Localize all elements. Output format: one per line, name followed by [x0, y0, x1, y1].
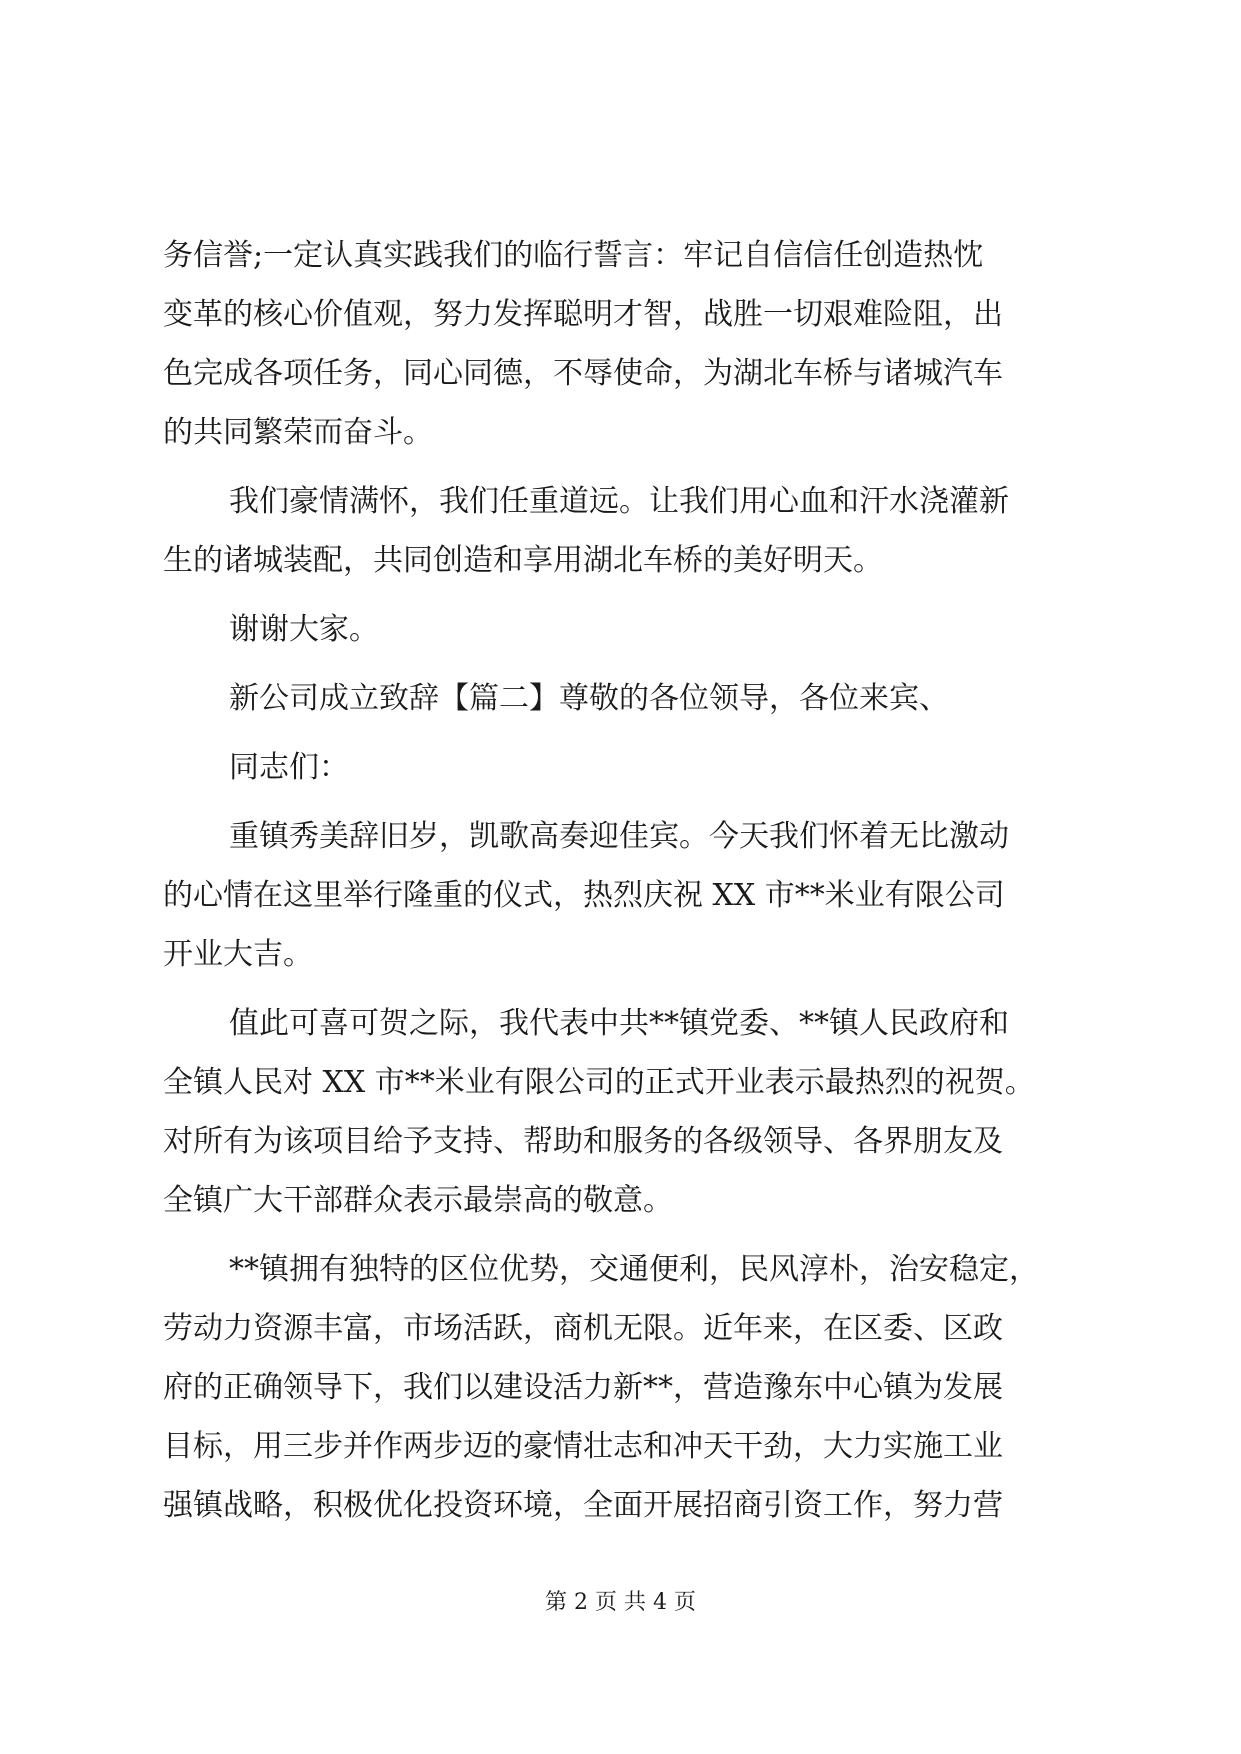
text-line: 目标，用三步并作两步迈的豪情壮志和冲天干劲，大力实施工业 — [163, 1429, 1003, 1464]
text-line: 全镇广大干部群众表示最崇高的敬意。 — [163, 1183, 673, 1218]
paragraph-gap — [163, 462, 1083, 472]
paragraph-gap — [163, 1230, 1083, 1240]
paragraph-first-line: 谢谢大家。 — [229, 612, 379, 647]
paragraph-first-line: **镇拥有独特的区位优势，交通便利，民风淳朴，治安稳定， — [229, 1252, 1039, 1287]
text-line: 色完成各项任务，同心同德，不辱使命，为湖北车桥与诸城汽车 — [163, 356, 1003, 391]
text-line: 的共同繁荣而奋斗。 — [163, 415, 433, 450]
text-line: 劳动力资源丰富，市场活跃，商机无限。近年来，在区委、区政 — [163, 1311, 1003, 1346]
text-line: 的心情在这里举行隆重的仪式，热烈庆祝 XX 市**米业有限公司 — [163, 878, 1005, 913]
paragraph-gap — [163, 728, 1083, 738]
text-line: 府的正确领导下，我们以建设活力新**，营造豫东中心镇为发展 — [163, 1370, 1003, 1405]
page-number-footer: 第 2 页 共 4 页 — [545, 1590, 696, 1615]
text-line: 生的诸城装配，共同创造和享用湖北车桥的美好明天。 — [163, 543, 883, 578]
paragraph-gap — [163, 659, 1083, 669]
paragraph-first-line: 值此可喜可贺之际，我代表中共**镇党委、**镇人民政府和 — [229, 1006, 1009, 1041]
document-body — [163, 226, 1083, 1535]
paragraph-gap — [163, 797, 1083, 807]
paragraph-gap — [163, 984, 1083, 994]
text-line: 全镇人民对 XX 市**米业有限公司的正式开业表示最热烈的祝贺。 — [163, 1065, 1035, 1100]
paragraph-first-line: 我们豪情满怀，我们任重道远。让我们用心血和汗水浇灌新 — [229, 484, 1009, 519]
paragraph-first-line: 新公司成立致辞【篇二】尊敬的各位领导，各位来宾、 — [229, 681, 949, 716]
paragraph-first-line: 同志们： — [229, 750, 349, 785]
paragraph-gap — [163, 590, 1083, 600]
text-line: 对所有为该项目给予支持、帮助和服务的各级领导、各界朋友及 — [163, 1124, 1003, 1159]
text-line: 变革的核心价值观，努力发挥聪明才智，战胜一切艰难险阻，出 — [163, 297, 1003, 332]
paragraph-first-line: 重镇秀美辞旧岁，凯歌高奏迎佳宾。今天我们怀着无比激动 — [229, 819, 1009, 854]
text-line: 务信誉;一定认真实践我们的临行誓言：牢记自信信任创造热忱 — [163, 238, 984, 273]
text-line: 开业大吉。 — [163, 937, 313, 972]
text-line: 强镇战略，积极优化投资环境，全面开展招商引资工作，努力营 — [163, 1488, 1003, 1523]
